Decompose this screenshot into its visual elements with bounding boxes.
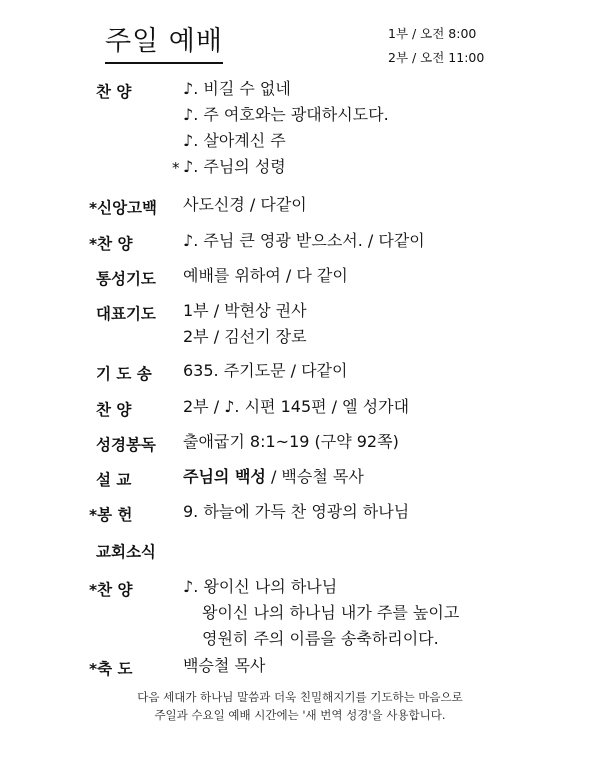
praise-4-content: [183, 574, 459, 652]
praise-1-star-marker: *: [172, 159, 180, 177]
prayer-song-content: [183, 358, 347, 384]
offering-line: 9. 하늘에 가득 찬 영광의 하나님: [183, 502, 410, 521]
sermon-content: [183, 464, 364, 490]
praise-4-line-2: 왕이신 나의 하나님 내가 주를 높이고: [202, 603, 460, 622]
label-praise-2: *찬 양: [89, 235, 133, 253]
service-time-1: 1부 / 오전 8:00: [388, 26, 477, 41]
scripture-line: 출애굽기 8:1~19 (구약 92쪽): [183, 432, 399, 451]
praise-1-list: [183, 76, 389, 180]
unison-prayer-line: 예배를 위하여 / 다 같이: [183, 266, 348, 285]
sermon-title: 주님의 백성: [183, 467, 266, 486]
label-creed: *신앙고백: [89, 199, 157, 217]
offering-content: [183, 499, 409, 525]
label-prayer-song: 기 도 송: [96, 365, 152, 383]
label-praise-3: 찬 양: [96, 401, 132, 419]
creed-content: [183, 192, 307, 218]
representative-prayer-line-1: 1부 / 박현상 권사: [183, 301, 307, 320]
representative-prayer-content: [183, 298, 307, 350]
sermon-preacher: / 백승철 목사: [265, 467, 364, 486]
page-title: 주일 예배: [105, 22, 223, 64]
label-praise-1: 찬 양: [96, 83, 132, 101]
label-unison-prayer: 통성기도: [96, 270, 156, 288]
label-sermon: 설 교: [96, 471, 132, 489]
praise-1-song-4: ♪. 주님의 성령: [183, 157, 286, 176]
footer-line-2: 주일과 수요일 예배 시간에는 '새 번역 성경'을 사용합니다.: [154, 708, 446, 722]
representative-prayer-line-2: 2부 / 김선기 장로: [183, 327, 307, 346]
label-representative-prayer: 대표기도: [96, 305, 156, 323]
creed-line: 사도신경 / 다같이: [183, 195, 307, 214]
praise-4-line-3: 영원히 주의 이름을 송축하리이다.: [202, 629, 439, 648]
unison-prayer-content: [183, 263, 348, 289]
label-scripture-reading: 성경봉독: [96, 436, 156, 454]
scripture-content: [183, 429, 399, 455]
prayer-song-line: 635. 주기도문 / 다같이: [183, 361, 348, 380]
praise-3-content: [183, 394, 409, 420]
service-times: [388, 22, 484, 70]
praise-2-content: [183, 228, 425, 254]
label-benediction: *축 도: [89, 660, 133, 678]
benediction-line: 백승철 목사: [183, 656, 266, 675]
praise-3-line: 2부 / ♪. 시편 145편 / 엘 성가대: [183, 397, 410, 416]
praise-1-song-2: ♪. 주 여호와는 광대하시도다.: [183, 105, 389, 124]
label-praise-4: *찬 양: [89, 581, 133, 599]
footer-line-1: 다음 세대가 하나님 말씀과 더욱 친밀해지기를 기도하는 마음으로: [137, 690, 463, 704]
praise-4-line-1: ♪. 왕이신 나의 하나님: [183, 577, 338, 596]
label-church-news: 교회소식: [96, 543, 156, 561]
footer-note: [0, 688, 600, 724]
service-time-2: 2부 / 오전 11:00: [388, 50, 485, 65]
praise-1-song-3: ♪. 살아계신 주: [183, 131, 286, 150]
benediction-content: [183, 653, 265, 679]
label-offering: *봉 헌: [89, 506, 133, 524]
praise-1-song-1: ♪. 비길 수 없네: [183, 79, 291, 98]
praise-2-line: ♪. 주님 큰 영광 받으소서. / 다같이: [183, 231, 425, 250]
